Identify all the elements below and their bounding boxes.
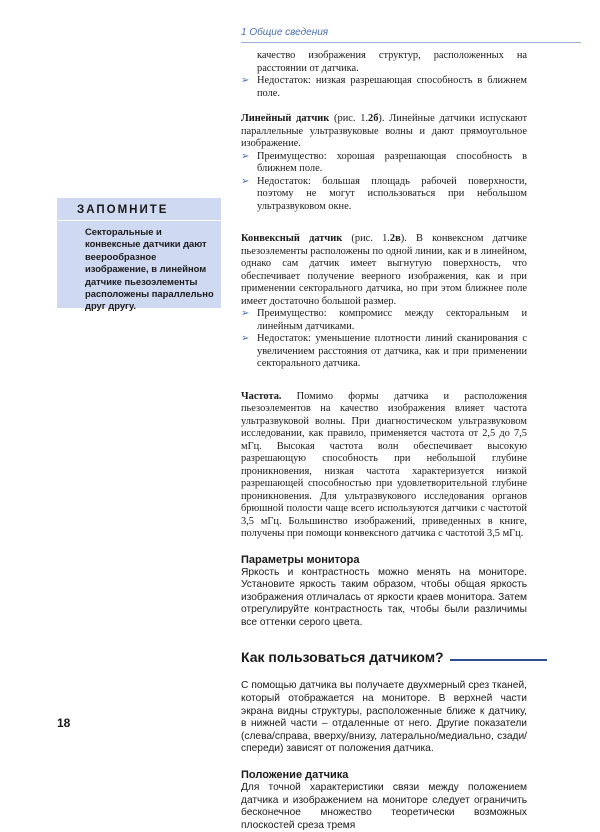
- convex-advantage: [241, 308, 527, 333]
- sidebar-title-rule: [57, 220, 221, 221]
- page-number: 18: [57, 716, 71, 730]
- position-heading: Положение датчика: [241, 769, 349, 782]
- arrow-bullet-icon: ➢: [241, 308, 250, 319]
- linear-ref-num: 2б: [368, 113, 379, 124]
- bullet-text: Преимущество: хорошая разрешающая способность в ближнем поле.: [257, 150, 527, 174]
- sidebar-title: ЗАПОМНИТЕ: [77, 204, 169, 216]
- section-title-text: Как пользоваться датчиком?: [241, 649, 450, 665]
- bullet-text: Преимущество: компромисс между секторальным и линейным датчиками.: [257, 308, 527, 332]
- monitor-paragraph: Яркость и контрастность можно менять на мониторе. Установите яркость таким образом, чтобы общая яркость изображения отличалась от яркости краев монитора. Затем отрегулируйте контрастность так, чтобы были различимы все оттенки серого цвета.: [241, 566, 527, 628]
- convex-body: ). В конвексном датчике пьезоэлементы расположены по одной линии, как и в линейном, однако сам датчик имеет выгнутую поверхность, что обеспечивает получение веерного изображения, как и при применении секторального датчика, но при этом ближнее поле имеет достаточно большой размер.: [241, 233, 527, 307]
- frequency-term: Частота.: [241, 390, 282, 402]
- sector-advantage-continuation: качество изображения структур, расположенных на расстоянии от датчика.: [257, 50, 527, 74]
- section-title: [241, 649, 527, 667]
- sidebar-text: Секторальные и конвексные датчики дают веерообразное изображение, в линейном датчике пьезоэлементы расположены параллельно друг другу.: [85, 226, 214, 312]
- section-paragraph: С помощью датчика вы получаете двухмерный срез тканей, который отображается на мониторе. В верхней части экрана видны структуры, расположенные ближе к датчику, в нижней части – отдаленные от него. Другие показатели (слева/справа, вверху/внизу, латерально/медиально, сзади/спереди) зависят от положения датчика.: [241, 680, 527, 755]
- bullet-text: Недостаток: уменьшение плотности линий сканирования с увеличением расстояния от датчика, как и при применении секторального датчика.: [257, 333, 527, 369]
- position-paragraph: Для точной характеристики связи между положением датчика и изображением на мониторе следует ограничить бесконечное множество теоретически возможных плоскостей среза тремя: [241, 782, 527, 831]
- sector-disadvantage: [241, 75, 527, 100]
- arrow-bullet-icon: ➢: [241, 175, 250, 187]
- linear-ref-pre: (рис. 1.: [329, 113, 369, 124]
- monitor-heading: Параметры монитора: [241, 553, 360, 566]
- header-rule: [241, 42, 581, 43]
- linear-body: ). Линейные датчики испускают параллельные ультразвуковые волны и дают прямоугольное изображение.: [241, 113, 527, 149]
- linear-paragraph: [241, 113, 527, 151]
- convex-term: Конвексный датчик: [241, 233, 343, 244]
- convex-ref-num: 2в: [389, 233, 401, 244]
- linear-term: Линейный датчик: [241, 113, 330, 124]
- arrow-bullet-icon: ➢: [241, 333, 250, 344]
- linear-advantage: [241, 151, 527, 176]
- running-head: 1 Общие сведения: [241, 27, 329, 38]
- convex-disadvantage: [241, 333, 527, 371]
- main-column: [241, 50, 527, 832]
- remember-sidebar: [57, 198, 221, 312]
- convex-paragraph: [241, 233, 527, 308]
- linear-disadvantage: [241, 176, 527, 214]
- arrow-bullet-icon: ➢: [241, 75, 250, 86]
- convex-ref-pre: (рис. 1.: [342, 233, 390, 244]
- frequency-body: Помимо формы датчика и расположения пьезоэлементов на качество изображения влияет частота ультразвуковой волны. При диагностическом ультразвуковом исследовании, как правило, применяется частота от 2,5 до 7,5 мГц. Высокая частота волн обеспечивает высокую разрешающую способность при небольшой глубине проникновения, низкая частота характеризуется низкой разрешающей способностью при удовлетворительной глубине проникновения. Для ультразвукового исследования органов брюшной полости чаще всего используются датчики с частотой 3,5 мГц. Большинство изображений, приведенных в книге, получены при помощи конвексного датчика с частотой 3,5 мГц.: [241, 390, 527, 539]
- bullet-text: Недостаток: большая площадь рабочей поверхности, поэтому не могут использоваться при небольшом ультразвуковом окне.: [257, 175, 527, 212]
- frequency-paragraph: [241, 391, 527, 541]
- bullet-text: Недостаток: низкая разрешающая способность в ближнем поле.: [257, 75, 527, 99]
- arrow-bullet-icon: ➢: [241, 150, 250, 162]
